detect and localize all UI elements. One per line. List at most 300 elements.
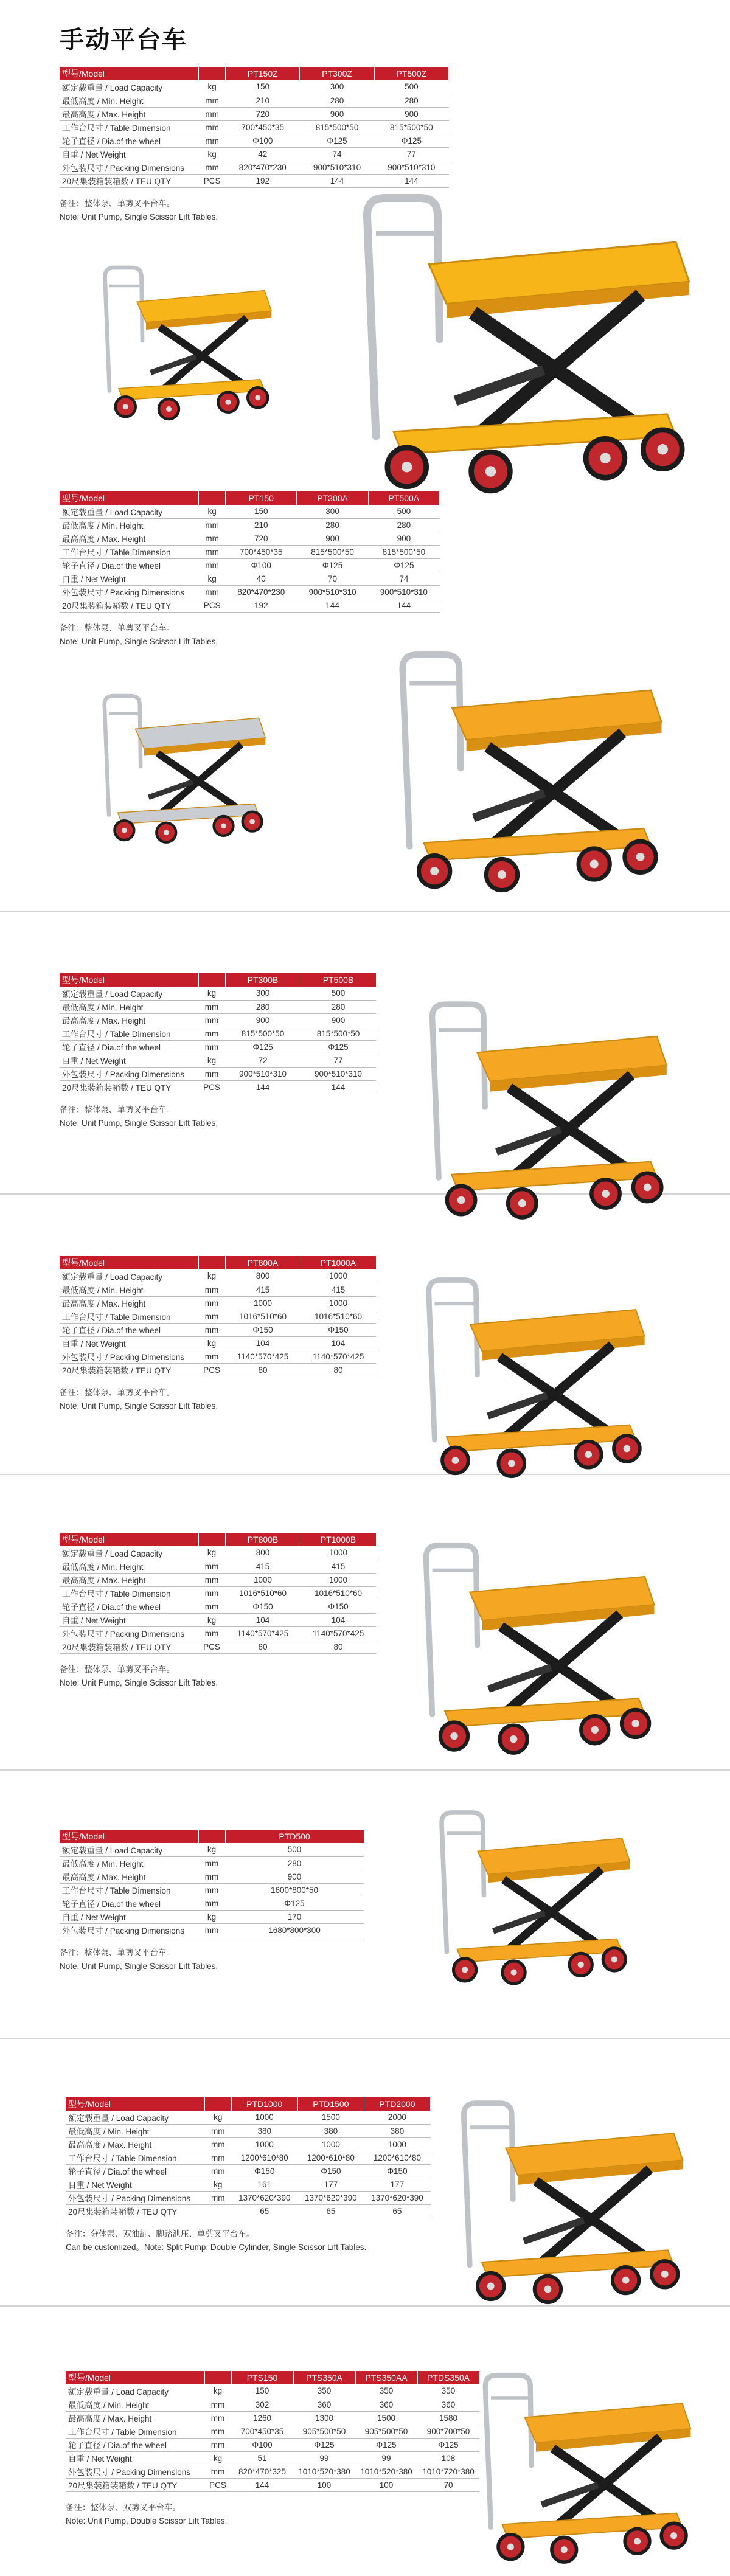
- spec-unit: kg: [198, 1546, 225, 1560]
- spec-unit: mm: [198, 1897, 225, 1910]
- spec-value: 77: [301, 1054, 376, 1067]
- spec-value: 350: [417, 2384, 479, 2398]
- spec-value: 42: [226, 147, 300, 161]
- table-row: [60, 1626, 376, 1640]
- table-row: [60, 1843, 364, 1856]
- table-row: [60, 545, 440, 558]
- spec-value: 800: [225, 1546, 301, 1560]
- wheel-hub: [255, 395, 260, 400]
- spec-label: 外包装尺寸 / Packing Dimensions: [66, 2465, 204, 2478]
- lift-table-illustration: [389, 1268, 669, 1481]
- model-header: 型号/Model: [60, 491, 199, 505]
- spec-value: 1200*610*80: [297, 2151, 364, 2164]
- model-column-header: PTS150: [231, 2371, 293, 2384]
- spec-unit: mm: [198, 1560, 225, 1573]
- spec-label: 最高高度 / Max. Height: [60, 1573, 198, 1586]
- table-row: [66, 2111, 431, 2124]
- spec-value: Φ150: [301, 1600, 376, 1613]
- spec-value: 815*500*50: [297, 545, 368, 558]
- notes: [66, 2501, 227, 2528]
- spec-value: 40: [226, 572, 297, 585]
- table-row: [60, 558, 440, 572]
- table-row: [60, 1910, 364, 1923]
- spec-value: 144: [225, 1080, 301, 1094]
- spec-value: 80: [301, 1640, 376, 1653]
- base-frame: [482, 2250, 674, 2277]
- spec-value: Φ125: [355, 2438, 417, 2451]
- spec-value: 1010*520*380: [355, 2465, 417, 2478]
- table-row: [60, 1600, 376, 1613]
- table-row: [60, 1067, 376, 1080]
- table-row: [60, 1856, 364, 1870]
- spec-value: 415: [225, 1283, 301, 1296]
- spec-value: 1000: [364, 2137, 430, 2151]
- product-image: [371, 641, 675, 896]
- spec-value: 1370*620*390: [231, 2191, 297, 2204]
- spec-unit: mm: [198, 1067, 225, 1080]
- note-line: 备注：整体泵、单剪叉平台车。: [60, 199, 175, 208]
- lift-table-illustration: [91, 243, 274, 438]
- spec-value: 70: [417, 2478, 479, 2491]
- spec-value: 104: [301, 1336, 376, 1350]
- spec-value: 77: [374, 147, 448, 161]
- spec-unit: kg: [198, 1910, 225, 1923]
- spec-label: 最低高度 / Min. Height: [66, 2398, 204, 2411]
- spec-value: 1370*620*390: [297, 2191, 364, 2204]
- spec-value: 700*450*35: [226, 545, 297, 558]
- spec-label: 最高高度 / Max. Height: [60, 1013, 198, 1027]
- spec-value: 144: [300, 174, 374, 187]
- spec-label: 工作台尺寸 / Table Dimension: [66, 2151, 204, 2164]
- spec-unit: mm: [204, 2425, 231, 2438]
- model-header: 型号/Model: [60, 973, 198, 987]
- spec-unit: PCS: [198, 1363, 225, 1377]
- spec-value: 1600*800*50: [225, 1883, 364, 1897]
- table-row: [60, 107, 449, 120]
- spec-value: Φ100: [226, 134, 300, 147]
- spec-unit: kg: [199, 80, 226, 94]
- table-row: [60, 1013, 376, 1027]
- spec-value: 104: [225, 1613, 301, 1626]
- spec-label: 额定载重量 / Load Capacity: [60, 1269, 198, 1283]
- table-row: [60, 1283, 376, 1296]
- spec-value: 1370*620*390: [364, 2191, 430, 2204]
- spec-value: 500: [368, 505, 439, 518]
- spec-label: 最高高度 / Max. Height: [66, 2411, 204, 2425]
- notes: [60, 1946, 218, 1973]
- spec-unit: kg: [198, 1269, 225, 1283]
- wheel-hub: [122, 828, 127, 833]
- spec-value: 280: [368, 518, 439, 532]
- spec-value: 280: [300, 94, 374, 107]
- product-image: [389, 1533, 675, 1758]
- lift-table-illustration: [341, 158, 693, 520]
- spec-label: 工作台尺寸 / Table Dimension: [60, 1027, 198, 1040]
- model-header: 型号/Model: [60, 1533, 198, 1546]
- spec-unit: mm: [199, 545, 226, 558]
- wheel-hub: [507, 2544, 514, 2550]
- spec-label: 外包装尺寸 / Packing Dimensions: [60, 161, 199, 174]
- spec-label: 20尺集装箱装箱数 / TEU QTY: [66, 2204, 204, 2218]
- product-image: [468, 2359, 693, 2572]
- spec-unit: kg: [198, 1613, 225, 1626]
- spec-value: 144: [374, 174, 448, 187]
- model-header: 型号/Model: [66, 2371, 204, 2384]
- spec-label: 轮子直径 / Dia.of the wheel: [66, 2164, 204, 2178]
- spec-value: 70: [297, 572, 368, 585]
- spec-unit: mm: [198, 1310, 225, 1323]
- spec-unit: mm: [198, 1013, 225, 1027]
- spec-label: 最高高度 / Max. Height: [60, 1870, 198, 1883]
- spec-value: 1016*510*60: [225, 1586, 301, 1600]
- wheel-hub: [485, 466, 496, 476]
- spec-unit: mm: [198, 1856, 225, 1870]
- spec-value: 1000: [301, 1296, 376, 1310]
- spec-value: 900*510*310: [301, 1067, 376, 1080]
- spec-value: 500: [225, 1843, 364, 1856]
- spec-label: 最高高度 / Max. Height: [66, 2137, 204, 2151]
- spec-label: 轮子直径 / Dia.of the wheel: [60, 558, 199, 572]
- model-column-header: PTD2000: [364, 2097, 430, 2111]
- spec-value: 280: [374, 94, 448, 107]
- table-row: [66, 2465, 479, 2478]
- spec-value: 1300: [293, 2411, 355, 2425]
- spec-label: 工作台尺寸 / Table Dimension: [60, 120, 199, 134]
- spec-value: 144: [297, 599, 368, 612]
- wheel-hub: [498, 870, 506, 879]
- spec-value: 51: [231, 2451, 293, 2465]
- spec-value: 65: [364, 2204, 430, 2218]
- table-row: [66, 2451, 479, 2465]
- model-column-header: PT150: [226, 491, 297, 505]
- spec-unit: kg: [199, 147, 226, 161]
- spec-value: 302: [231, 2398, 293, 2411]
- spec-value: 1010*520*380: [293, 2465, 355, 2478]
- spec-label: 轮子直径 / Dia.of the wheel: [60, 134, 199, 147]
- spec-value: 108: [417, 2451, 479, 2465]
- spec-value: 65: [297, 2204, 364, 2218]
- spec-value: Φ150: [364, 2164, 430, 2178]
- spec-label: 最低高度 / Min. Height: [60, 94, 199, 107]
- spec-value: Φ125: [301, 1040, 376, 1054]
- spec-value: Φ100: [226, 558, 297, 572]
- spec-value: 104: [301, 1613, 376, 1626]
- wheel-hub: [578, 1962, 584, 1968]
- model-column-header: PTD1500: [297, 2097, 364, 2111]
- table-row: [66, 2478, 479, 2491]
- base-frame: [457, 1939, 622, 1962]
- spec-label: 最低高度 / Min. Height: [60, 518, 199, 532]
- spec-label: 20尺集装箱装箱数 / TEU QTY: [60, 1080, 198, 1094]
- spec-unit: mm: [198, 1573, 225, 1586]
- spec-value: 150: [231, 2384, 293, 2398]
- table-row: [60, 1269, 376, 1283]
- model-header: 型号/Model: [60, 1830, 198, 1843]
- spec-value: Φ125: [225, 1897, 364, 1910]
- table-row: [60, 599, 440, 612]
- spec-unit: mm: [198, 1883, 225, 1897]
- spec-unit: [204, 2204, 231, 2218]
- unit-header: [204, 2097, 231, 2111]
- spec-value: 815*500*50: [300, 120, 374, 134]
- wheel-hub: [452, 1457, 459, 1464]
- spec-value: Φ125: [368, 558, 439, 572]
- base-frame: [424, 828, 651, 861]
- spec-value: 900*510*310: [300, 161, 374, 174]
- wheel-hub: [590, 860, 599, 869]
- spec-label: 轮子直径 / Dia.of the wheel: [60, 1897, 198, 1910]
- spec-value: 900: [225, 1870, 364, 1883]
- spec-label: 自重 / Net Weight: [60, 572, 199, 585]
- page-title: 手动平台车: [60, 26, 187, 54]
- lift-table-illustration: [432, 2091, 700, 2307]
- spec-value: 99: [355, 2451, 417, 2465]
- product-image: [341, 158, 693, 520]
- spec-unit: kg: [198, 1843, 225, 1856]
- spec-value: 144: [301, 1080, 376, 1094]
- spec-value: 1000: [301, 1546, 376, 1560]
- spec-label: 额定载重量 / Load Capacity: [66, 2384, 204, 2398]
- notes: [66, 2227, 366, 2254]
- model-column-header: PT800B: [225, 1533, 301, 1546]
- table-row: [60, 1923, 364, 1937]
- base-frame: [119, 380, 265, 400]
- wheel-hub: [631, 1720, 639, 1727]
- model-column-header: PT500B: [301, 973, 376, 987]
- spec-label: 20尺集装箱装箱数 / TEU QTY: [66, 2478, 204, 2491]
- spec-value: 720: [226, 107, 300, 120]
- spec-value: 820*470*325: [231, 2465, 293, 2478]
- note-line: 备注：整体泵、单剪叉平台车。: [60, 1388, 175, 1397]
- spec-label: 额定载重量 / Load Capacity: [60, 80, 199, 94]
- table-row: [60, 987, 376, 1000]
- spec-value: 1140*570*425: [301, 1626, 376, 1640]
- spec-value: 150: [226, 505, 297, 518]
- model-column-header: PT300Z: [300, 67, 374, 80]
- spec-unit: mm: [199, 120, 226, 134]
- spec-value: 900*510*310: [297, 585, 368, 599]
- spec-value: 1000: [297, 2137, 364, 2151]
- table-row: [66, 2124, 431, 2137]
- spec-value: 192: [226, 174, 300, 187]
- spec-value: 100: [355, 2478, 417, 2491]
- spec-value: 210: [226, 94, 300, 107]
- model-header: 型号/Model: [60, 1256, 198, 1269]
- base-frame: [502, 2513, 683, 2539]
- spec-value: 380: [364, 2124, 430, 2137]
- wheel-hub: [430, 867, 439, 875]
- spec-unit: mm: [204, 2137, 231, 2151]
- table-row: [60, 1296, 376, 1310]
- spec-table: [66, 2097, 431, 2218]
- spec-value: Φ150: [231, 2164, 297, 2178]
- spec-label: 自重 / Net Weight: [60, 147, 199, 161]
- spec-unit: mm: [198, 1870, 225, 1883]
- spec-label: 工作台尺寸 / Table Dimension: [60, 1310, 198, 1323]
- spec-value: 415: [225, 1560, 301, 1573]
- spec-unit: mm: [198, 1350, 225, 1363]
- spec-value: 1016*510*60: [301, 1586, 376, 1600]
- spec-value: 815*500*50: [368, 545, 439, 558]
- spec-value: 815*500*50: [301, 1027, 376, 1040]
- spec-value: 415: [301, 1560, 376, 1573]
- spec-value: 1500: [297, 2111, 364, 2124]
- product-image-secondary: [91, 675, 268, 858]
- spec-value: 700*450*35: [231, 2425, 293, 2438]
- spec-value: 360: [417, 2398, 479, 2411]
- note-line: 备注：整体泵、单剪叉平台车。: [60, 1105, 175, 1114]
- spec-label: 工作台尺寸 / Table Dimension: [60, 1586, 198, 1600]
- spec-label: 工作台尺寸 / Table Dimension: [60, 545, 199, 558]
- spec-value: 900: [300, 107, 374, 120]
- spec-value: 74: [368, 572, 439, 585]
- spec-value: 300: [297, 505, 368, 518]
- notes: [60, 1103, 218, 1130]
- spec-value: 74: [300, 147, 374, 161]
- wheel-hub: [658, 444, 668, 454]
- spec-unit: PCS: [199, 174, 226, 187]
- section-divider: [0, 911, 730, 912]
- spec-value: 2000: [364, 2111, 430, 2124]
- wheel-hub: [585, 1451, 592, 1458]
- spec-value: 720: [226, 532, 297, 545]
- spec-label: 20尺集装箱装箱数 / TEU QTY: [60, 174, 199, 187]
- model-column-header: PT150Z: [226, 67, 300, 80]
- spec-label: 最低高度 / Min. Height: [66, 2124, 204, 2137]
- spec-unit: PCS: [204, 2478, 231, 2491]
- spec-unit: mm: [198, 1626, 225, 1640]
- spec-unit: kg: [199, 505, 226, 518]
- table-row: [60, 1586, 376, 1600]
- spec-value: 500: [374, 80, 448, 94]
- spec-label: 自重 / Net Weight: [60, 1613, 198, 1626]
- note-line: Note: Unit Pump, Double Scissor Lift Tables.: [66, 2516, 228, 2526]
- spec-value: 700*450*35: [226, 120, 300, 134]
- spec-value: 144: [231, 2478, 293, 2491]
- table-row: [60, 1613, 376, 1626]
- lift-table-illustration: [468, 2359, 693, 2572]
- table-row: [66, 2164, 431, 2178]
- spec-unit: kg: [204, 2384, 231, 2398]
- spec-value: 192: [226, 599, 297, 612]
- spec-table: [60, 491, 440, 613]
- spec-value: 104: [225, 1336, 301, 1350]
- spec-unit: mm: [198, 1923, 225, 1937]
- spec-value: 350: [355, 2384, 417, 2398]
- wheel-hub: [462, 1967, 468, 1973]
- spec-label: 最高高度 / Max. Height: [60, 1296, 198, 1310]
- spec-value: 900*510*310: [374, 161, 448, 174]
- spec-value: 1140*570*425: [225, 1350, 301, 1363]
- table-row: [60, 1000, 376, 1013]
- wheel-hub: [622, 2277, 630, 2284]
- table-row: [60, 1336, 376, 1350]
- spec-unit: PCS: [199, 599, 226, 612]
- wheel-hub: [166, 406, 172, 412]
- unit-header: [198, 1256, 225, 1269]
- spec-value: Φ150: [225, 1323, 301, 1336]
- spec-label: 外包装尺寸 / Packing Dimensions: [60, 1923, 198, 1937]
- notes: [60, 622, 218, 648]
- product-image: [395, 991, 687, 1223]
- spec-label: 外包装尺寸 / Packing Dimensions: [60, 1067, 198, 1080]
- lift-table-illustration: [371, 641, 675, 896]
- table-row: [60, 585, 440, 599]
- product-image: [383, 1802, 675, 1988]
- model-column-header: PT1000B: [301, 1533, 376, 1546]
- note-line: 备注：分体泵、双油缸、脚踏泄压、单剪叉平台车。: [66, 2229, 255, 2238]
- spec-unit: mm: [204, 2164, 231, 2178]
- section-divider: [0, 2038, 730, 2039]
- spec-value: Φ125: [417, 2438, 479, 2451]
- spec-value: Φ125: [300, 134, 374, 147]
- spec-label: 外包装尺寸 / Packing Dimensions: [60, 585, 199, 599]
- spec-value: 360: [293, 2398, 355, 2411]
- spec-value: 1000: [231, 2111, 297, 2124]
- spec-value: 900: [297, 532, 368, 545]
- table-row: [60, 1546, 376, 1560]
- notes: [60, 1663, 218, 1690]
- unit-header: [198, 1533, 225, 1546]
- spec-unit: mm: [198, 1027, 225, 1040]
- table-row: [66, 2411, 479, 2425]
- spec-label: 外包装尺寸 / Packing Dimensions: [60, 1350, 198, 1363]
- spec-unit: PCS: [198, 1640, 225, 1653]
- table-row: [60, 1363, 376, 1377]
- spec-value: Φ150: [225, 1600, 301, 1613]
- base-frame: [451, 1162, 657, 1191]
- spec-label: 最高高度 / Max. Height: [60, 532, 199, 545]
- model-column-header: PT300A: [297, 491, 368, 505]
- spec-value: 99: [293, 2451, 355, 2465]
- table-row: [60, 1080, 376, 1094]
- wheel-hub: [221, 824, 226, 829]
- spec-label: 20尺集装箱装箱数 / TEU QTY: [60, 1640, 198, 1653]
- model-column-header: PTD1000: [231, 2097, 297, 2111]
- model-column-header: PTS350A: [293, 2371, 355, 2384]
- unit-header: [198, 1830, 225, 1843]
- base-frame: [445, 1698, 645, 1726]
- spec-value: 280: [297, 518, 368, 532]
- table-row: [66, 2137, 431, 2151]
- model-column-header: PTDS350A: [417, 2371, 479, 2384]
- spec-value: 150: [226, 80, 300, 94]
- spec-value: 900: [368, 532, 439, 545]
- spec-value: 80: [225, 1640, 301, 1653]
- spec-value: 1016*510*60: [225, 1310, 301, 1323]
- spec-value: 820*470*230: [226, 585, 297, 599]
- table-row: [60, 1883, 364, 1897]
- table-row: [60, 1054, 376, 1067]
- spec-label: 自重 / Net Weight: [66, 2178, 204, 2191]
- spec-value: Φ125: [225, 1040, 301, 1054]
- spec-unit: mm: [198, 1296, 225, 1310]
- spec-value: 280: [225, 1000, 301, 1013]
- spec-value: 905*500*50: [293, 2425, 355, 2438]
- spec-label: 20尺集装箱装箱数 / TEU QTY: [60, 599, 199, 612]
- spec-value: 900: [301, 1013, 376, 1027]
- spec-unit: mm: [198, 1040, 225, 1054]
- spec-value: 177: [364, 2178, 430, 2191]
- wheel-hub: [600, 453, 610, 463]
- spec-unit: mm: [199, 585, 226, 599]
- table-row: [66, 2425, 479, 2438]
- wheel-hub: [602, 1190, 610, 1198]
- note-line: Note: Unit Pump, Single Scissor Lift Tables.: [60, 1962, 218, 1971]
- table-row: [66, 2398, 479, 2411]
- spec-table: [60, 1830, 364, 1937]
- spec-label: 最低高度 / Min. Height: [60, 1000, 198, 1013]
